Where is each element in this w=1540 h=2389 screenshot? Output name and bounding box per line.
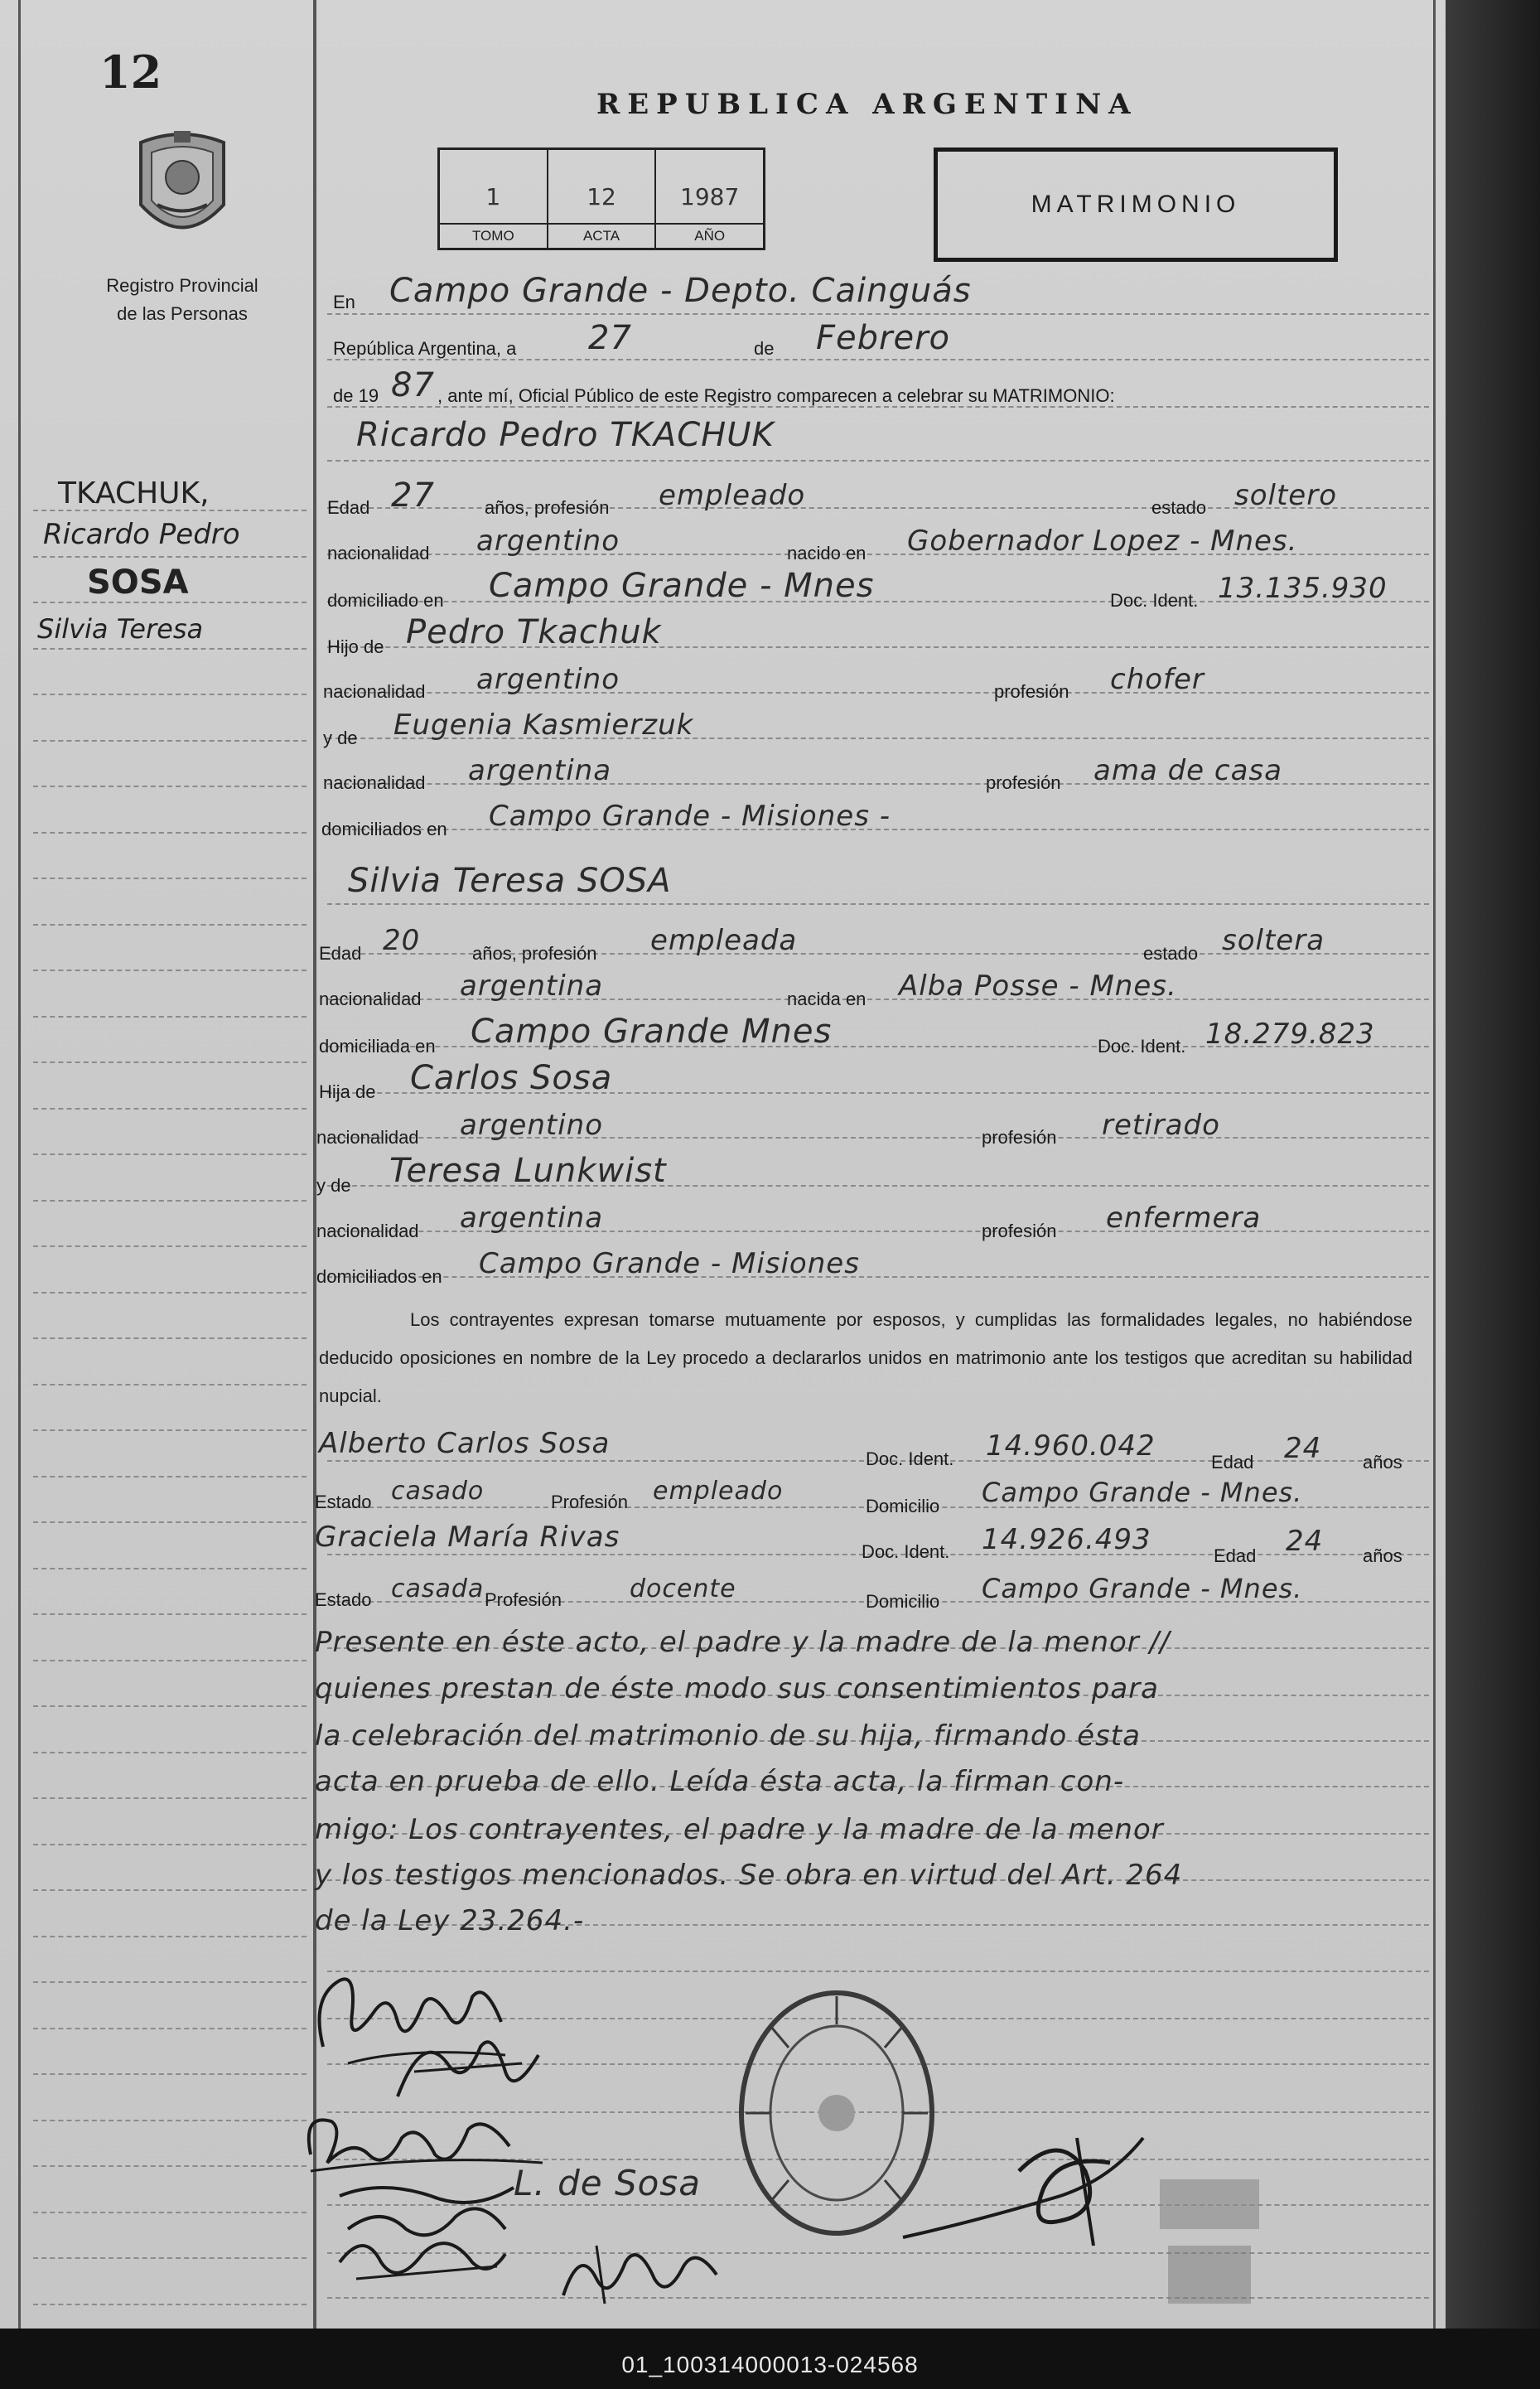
scan-caption: 01_100314000013-024568: [621, 2352, 919, 2377]
bride-mother-prof-label: profesión: [982, 1221, 1057, 1241]
witness-1-domicilio-label: Domicilio: [866, 1496, 940, 1516]
margin-rule: [33, 1292, 307, 1294]
groom-civil-status: soltero: [1234, 479, 1337, 512]
groom-nacido-en-label: nacido en: [787, 543, 867, 563]
note-line-5: migo: Los contrayentes, el padre y la madre de la menor: [315, 1813, 1164, 1846]
bride-anos-profesion-label: años, profesión: [472, 943, 597, 964]
margin-rule: [33, 1797, 307, 1799]
page-edge: [1446, 0, 1540, 2389]
bride-parents-domicile: Campo Grande - Misiones: [479, 1247, 860, 1280]
margin-rule: [33, 556, 307, 558]
bride-doc-label: Doc. Ident.: [1098, 1036, 1186, 1057]
groom-hijo-de-label: Hijo de: [327, 636, 384, 657]
margin-rule: [33, 648, 307, 650]
bride-signature: [389, 2022, 555, 2113]
groom-doc-label: Doc. Ident.: [1110, 590, 1199, 611]
left-border: [18, 0, 21, 2329]
groom-y-de-label: y de: [323, 728, 358, 748]
groom-parents-domicile: Campo Grande - Misiones -: [489, 800, 891, 833]
declaration-text: Los contrayentes expresan tomarse mutuamente por esposos, y cumplidas las formalidades legales, no habiéndose deducido oposiciones en nombre de la Ley procedo a declararlos unidos en matrimonio ante los testigos que acreditan su habilidad nupcial.: [319, 1309, 1412, 1406]
margin-rule: [33, 1936, 307, 1937]
witness-1-age: 24: [1284, 1432, 1322, 1465]
groom-domicile: Campo Grande - Mnes: [489, 567, 875, 605]
margin-rule: [33, 1337, 307, 1339]
groom-doc-id: 13.135.930: [1218, 572, 1388, 605]
form-rule: [327, 903, 1429, 905]
witness-1-doc-id: 14.960.042: [986, 1429, 1156, 1463]
witness-2-prof-label: Profesión: [485, 1589, 562, 1610]
groom-mother-prof-label: profesión: [986, 772, 1061, 793]
tomo-label: TOMO: [440, 223, 547, 244]
bride-domiciliados-label: domiciliados en: [316, 1266, 442, 1287]
margin-rule: [33, 1429, 307, 1431]
margin-rule: [33, 1660, 307, 1661]
republic-label: República Argentina, a: [333, 338, 517, 359]
bride-edad-label: Edad: [319, 943, 362, 964]
groom-name: Ricardo Pedro TKACHUK: [356, 416, 775, 454]
ceremony-place: Campo Grande - Depto. Cainguás: [389, 272, 972, 310]
registry-line-2: de las Personas: [117, 303, 248, 324]
margin-rule: [33, 2165, 307, 2167]
margin-rule: [33, 694, 307, 695]
bride-doc-id: 18.279.823: [1205, 1018, 1375, 1051]
margin-rule: [33, 1200, 307, 1202]
bride-hija-de-label: Hija de: [319, 1081, 376, 1102]
bride-estado-label: estado: [1143, 943, 1199, 964]
bride-nacionalidad-label: nacionalidad: [319, 989, 422, 1009]
witness-2-doc-id: 14.926.493: [982, 1523, 1151, 1556]
margin-rule: [33, 924, 307, 926]
note-line-2: quienes prestan de éste modo sus consentimientos para: [315, 1672, 1160, 1705]
ano-cell: [656, 150, 763, 248]
bride-father-nationality: argentino: [460, 1109, 603, 1142]
ceremony-month: Febrero: [816, 319, 950, 357]
page-number: 12: [99, 46, 162, 99]
witness-1-domicile: Campo Grande - Mnes.: [982, 1477, 1303, 1508]
margin-rule: [33, 2028, 307, 2029]
record-type-box: MATRIMONIO: [934, 147, 1338, 262]
note-line-4: acta en prueba de ello. Leída ésta acta, la firman con-: [315, 1765, 1125, 1798]
witness-1-profession: empleado: [653, 1477, 784, 1506]
margin-rule: [33, 2257, 307, 2259]
registry-line-1: Registro Provincial: [106, 275, 258, 296]
note-line-3: la celebración del matrimonio de su hija, firmando ésta: [315, 1719, 1141, 1753]
bride-age: 20: [383, 924, 421, 957]
bride-nationality: argentina: [460, 970, 604, 1003]
tomo-value: 1: [485, 183, 501, 210]
margin-rule: [33, 1705, 307, 1707]
margin-rule: [33, 786, 307, 787]
margin-rule: [33, 832, 307, 834]
acta-value: 12: [587, 183, 616, 210]
bride-domicile: Campo Grande Mnes: [471, 1013, 833, 1051]
groom-mother-nationality: argentina: [468, 754, 612, 787]
bride-name: Silvia Teresa SOSA: [348, 862, 672, 900]
margin-rule: [33, 1613, 307, 1615]
margin-rule: [33, 1568, 307, 1569]
year-prefix: de 19: [333, 385, 379, 406]
note-line-7: de la Ley 23.264.-: [315, 1904, 585, 1937]
ano-label: AÑO: [656, 223, 763, 244]
groom-father-prof-label: profesión: [994, 681, 1069, 702]
witness-1-doc-label: Doc. Ident.: [866, 1448, 954, 1469]
mother-signature-text: L. de Sosa: [514, 2163, 701, 2203]
witness-2-anos-label: años: [1363, 1545, 1402, 1566]
groom-mother-profession: ama de casa: [1093, 754, 1282, 787]
margin-rule: [33, 602, 307, 603]
groom-mother-nat-label: nacionalidad: [323, 772, 426, 793]
form-rule: [327, 460, 1429, 462]
groom-age: 27: [391, 476, 435, 515]
margin-groom-surname: TKACHUK,: [58, 476, 210, 510]
bride-mother: Teresa Lunkwist: [389, 1152, 667, 1190]
registry-name: [50, 272, 315, 328]
bride-mother-profession: enfermera: [1106, 1202, 1262, 1235]
margin-groom-given: Ricardo Pedro: [43, 518, 240, 551]
witness-1-prof-label: Profesión: [551, 1492, 628, 1512]
bride-domiciliada-label: domiciliada en: [319, 1036, 436, 1057]
bride-father-nat-label: nacionalidad: [316, 1127, 419, 1148]
margin-rule: [33, 1476, 307, 1477]
margin-rule: [33, 1752, 307, 1753]
witness-2-age: 24: [1286, 1525, 1324, 1558]
margin-rule: [33, 970, 307, 971]
coat-of-arms-icon: [128, 126, 236, 250]
bride-mother-nat-label: nacionalidad: [316, 1221, 419, 1241]
margin-rule: [33, 1844, 307, 1845]
bride-father-prof-label: profesión: [982, 1127, 1057, 1148]
witness-2-signature: [547, 2229, 729, 2312]
groom-nacionalidad-label: nacionalidad: [327, 543, 430, 563]
country-title: REPUBLICA ARGENTINA: [596, 88, 1138, 121]
bride-mother-nationality: argentina: [460, 1202, 604, 1235]
groom-birthplace: Gobernador Lopez - Mnes.: [907, 525, 1298, 558]
margin-rule: [33, 1108, 307, 1110]
margin-rule: [33, 1384, 307, 1386]
witness-2-edad-label: Edad: [1214, 1545, 1257, 1566]
groom-profession: empleado: [659, 479, 806, 512]
witness-1-edad-label: Edad: [1211, 1452, 1254, 1473]
margin-rule: [33, 1245, 307, 1247]
groom-nationality: argentino: [476, 525, 620, 558]
record-number-box: [437, 147, 765, 250]
acta-label: ACTA: [548, 223, 655, 244]
bride-y-de-label: y de: [316, 1175, 351, 1196]
tomo-cell: [440, 150, 548, 248]
witness-1-estado-label: Estado: [315, 1492, 372, 1512]
witness-1-status: casado: [391, 1477, 485, 1506]
margin-rule: [33, 1062, 307, 1063]
ceremony-day: 27: [588, 319, 632, 357]
note-line-6: y los testigos mencionados. Se obra en virtud del Art. 264: [315, 1859, 1183, 1892]
officer-signature: [895, 2121, 1160, 2262]
margin-rule: [33, 878, 307, 879]
bride-profession: empleada: [650, 924, 798, 957]
witness-1-name: Alberto Carlos Sosa: [319, 1427, 611, 1460]
form-rule: [327, 313, 1429, 315]
groom-domiciliados-label: domiciliados en: [321, 819, 447, 839]
groom-edad-label: Edad: [327, 497, 370, 518]
margin-rule: [33, 740, 307, 742]
ante-text: , ante mí, Oficial Público de este Registro comparecen a celebrar su MATRIMONIO:: [437, 385, 1115, 406]
margin-rule: [33, 2212, 307, 2213]
groom-father: Pedro Tkachuk: [406, 613, 662, 651]
witness-2-estado-label: Estado: [315, 1589, 372, 1610]
groom-domiciliado-label: domiciliado en: [327, 590, 444, 611]
bride-father-profession: retirado: [1102, 1109, 1220, 1142]
witness-2-domicile: Campo Grande - Mnes.: [982, 1573, 1303, 1604]
note-line-1: Presente en éste acto, el padre y la madre de la menor //: [315, 1626, 1171, 1659]
margin-rule: [33, 2120, 307, 2121]
bride-civil-status: soltera: [1222, 924, 1325, 957]
right-border: [1433, 0, 1436, 2329]
ano-value: 1987: [680, 183, 740, 210]
small-stamp: [1143, 2171, 1276, 2312]
groom-father-nationality: argentino: [476, 663, 620, 696]
witness-2-profession: docente: [630, 1574, 736, 1603]
margin-rule: [33, 2304, 307, 2305]
acta-cell: [548, 150, 657, 248]
margin-rule: [33, 1981, 307, 1983]
margin-rule: [33, 1889, 307, 1891]
margin-rule: [33, 2073, 307, 2075]
groom-anos-profesion-label: años, profesión: [485, 497, 610, 518]
witness-1-signature: [331, 2221, 514, 2295]
groom-father-profession: chofer: [1110, 663, 1204, 696]
witness-2-doc-label: Doc. Ident.: [862, 1541, 950, 1562]
bride-birthplace: Alba Posse - Mnes.: [899, 970, 1177, 1003]
de-label: de: [754, 338, 775, 359]
bride-nacida-en-label: nacida en: [787, 989, 867, 1009]
margin-bride-surname: SOSA: [87, 563, 189, 602]
margin-rule: [33, 1153, 307, 1155]
bride-father: Carlos Sosa: [410, 1059, 613, 1097]
witness-2-name: Graciela María Rivas: [315, 1521, 620, 1554]
witness-1-anos-label: años: [1363, 1452, 1402, 1473]
witness-2-domicilio-label: Domicilio: [866, 1591, 940, 1612]
year-suffix: 87: [391, 366, 435, 404]
groom-father-nat-label: nacionalidad: [323, 681, 426, 702]
margin-bride-given: Silvia Teresa: [37, 613, 204, 645]
margin-rule: [33, 1521, 307, 1523]
witness-2-status: casada: [391, 1574, 485, 1603]
en-label: En: [333, 292, 355, 312]
margin-rule: [33, 1016, 307, 1018]
groom-mother: Eugenia Kasmierzuk: [393, 708, 694, 742]
groom-estado-label: estado: [1151, 497, 1207, 518]
